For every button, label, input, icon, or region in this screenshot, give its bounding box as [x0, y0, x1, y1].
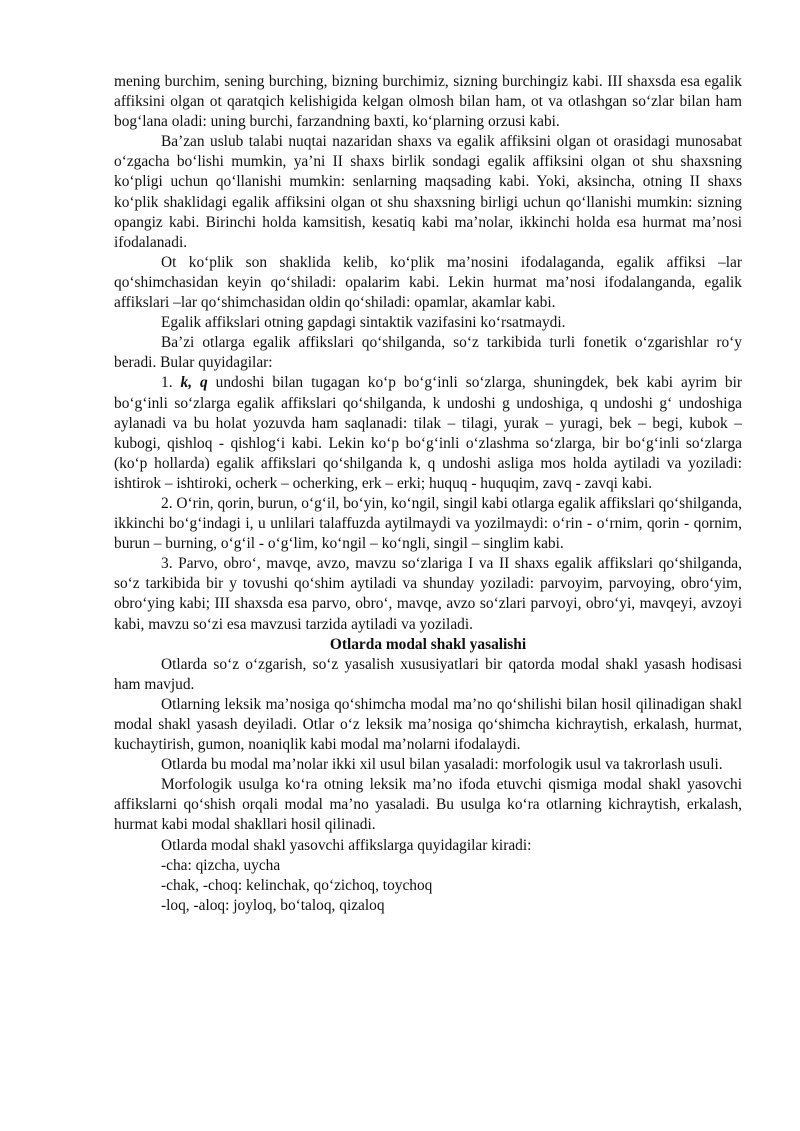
affix-list-item: -loq, -aloq: joyloq, bo‘taloq, qizaloq: [161, 896, 385, 914]
list-item-1: [114, 373, 742, 494]
affix-list-item: -cha: qizcha, uycha: [161, 856, 281, 874]
paragraph-style-note: Ba’zan uslub talabi nuqtai nazaridan shaxs va egalik affiksini olgan ot orasidagi munosabat o‘zgacha bo‘lishi mumkin, ya’ni II shaxs birlik sondagi egalik affiksini olgan ot shu shaxsning ko‘pligi uchun qo‘llanishi mumkin: senlarning maqsading kabi. Yoki, aksincha, otning II shaxs ko‘plik shaklidagi egalik affiksini olgan ot shu shaxsning birligi uchun qo‘llanishi mumkin: sizning opangiz kabi. Birinchi holda kamsitish, kesatiq kabi ma’nolar, ikkinchi holda esa hurmat ma’nosi ifodalanadi.: [114, 133, 742, 251]
paragraph-affix-intro: Otlarda modal shakl yasovchi affikslarga quyidagilar kiradi:: [161, 836, 532, 854]
paragraph-continuation: mening burchim, sening burching, bizning burchimiz, sizning burchingiz kabi. III shaxsda esa egalik affiksini olgan ot qaratqich kelishigida kelgan olmosh bilan ham, ot va otlashgan so‘zlar bilan ham bog‘lana oladi: uning burchi, farzandning baxti, ko‘plarning orzusi kabi.: [114, 73, 742, 131]
list-item-1-number: 1.: [161, 374, 173, 392]
paragraph-plural-possessive: Ot ko‘plik son shaklida kelib, ko‘plik ma’nosini ifodalaganda, egalik affiksi –lar qo‘shimchasidan keyin qo‘shiladi: opalarim kabi. Lekin hurmat ma’nosi ifodalanganda, egalik affikslari –lar qo‘shimchasidan oldin qo‘shiladi: opamlar, akamlar kabi.: [114, 253, 742, 312]
paragraph-modal-intro: Otlarda so‘z o‘zgarish, so‘z yasalish xususiyatlari bir qatorda modal shakl yasash hodisasi ham mavjud.: [114, 655, 742, 693]
list-item-1-letters: k, q: [180, 374, 208, 392]
list-item-3: 3. Parvo, obro‘, mavqe, avzo, mavzu so‘zlariga I va II shaxs egalik affikslari qo‘shilganda, so‘z tarkibida bir y tovushi qo‘shim aytiladi va shunday yoziladi: parvoyim, parvoying, obro‘yim, obro‘ying kabi; III shaxsda esa parvo, obro‘, mavqe, avzo so‘zlari parvoyi, obro‘yi, mavqeyi, avzoyi kabi, mavzu so‘zi esa mavzusi tarzida aytiladi va yoziladi.: [114, 555, 742, 633]
list-item-2: 2. O‘rin, qorin, burun, o‘g‘il, bo‘yin, ko‘ngil, singil kabi otlarga egalik affikslari qo‘shilganda, ikkinchi bo‘g‘indagi i, u unlilari talaffuzda aytilmaydi va yozilmaydi: o‘rin - o‘rnim, qorin - qornim, burun – burning, o‘g‘il - o‘g‘lim, ko‘ngil – ko‘ngli, singil – singlim kabi.: [114, 494, 742, 553]
list-item-1-text: undoshi bilan tugagan ko‘p bo‘g‘inli so‘zlarga, shuningdek, bek kabi ayrim bir bo‘g‘inli so‘zlarga egalik affikslari qo‘shilganda, k undoshi g undoshiga, q undoshi g‘ undoshiga aylanadi va bu holat yozuvda ham saqlanadi: tilak – tilagi, yurak – yuragi, bek – begi, kubok – kubogi, qishloq - qishlog‘i kabi. Lekin ko‘p bo‘g‘inli o‘zlashma so‘zlarga, bir bo‘g‘inli so‘zlarga (ko‘p hollarda) egalik affikslari qo‘shilganda k, q undoshi asliga mos holda aytiladi va yoziladi: ishtirok – ishtiroki, ocherk – ocherking, erk – erki; huquq - huquqim, zavq - zavqi kabi.: [114, 374, 742, 492]
paragraph-phonetic-changes: Ba’zi otlarga egalik affikslari qo‘shilganda, so‘z tarkibida turli fonetik o‘zgarishlar ro‘y beradi. Bular quyidagilar:: [114, 334, 742, 372]
document-page: [114, 72, 742, 916]
paragraph-morphological-method: Morfologik usulga ko‘ra otning leksik ma’no ifoda etuvchi qismiga modal shakl yasovchi affikslarni qo‘shish orqali modal ma’no yasaladi. Bu usulga ko‘ra otlarning kichraytish, erkalash, hurmat kabi modal shakllari hosil qilinadi.: [114, 776, 742, 834]
affix-list-item: -chak, -choq: kelinchak, qo‘zichoq, toychoq: [161, 876, 433, 894]
section-heading: Otlarda modal shakl yasalishi: [329, 635, 527, 653]
paragraph-modal-definition: Otlarning leksik ma’nosiga qo‘shimcha modal ma’no qo‘shilishi bilan hosil qilinadigan shakl modal shakl yasash deyiladi. Otlar o‘z leksik ma’nosiga qo‘shimcha kichraytish, erkalash, hurmat, kuchaytirish, gumon, noaniqlik kabi modal ma’nolarni ifodalaydi.: [114, 695, 742, 754]
paragraph-modal-methods: Otlarda bu modal ma’nolar ikki xil usul bilan yasaladi: morfologik usul va takrorlash usuli.: [161, 756, 723, 774]
paragraph-syntactic-role: Egalik affikslari otning gapdagi sintaktik vazifasini ko‘rsatmaydi.: [161, 314, 566, 332]
